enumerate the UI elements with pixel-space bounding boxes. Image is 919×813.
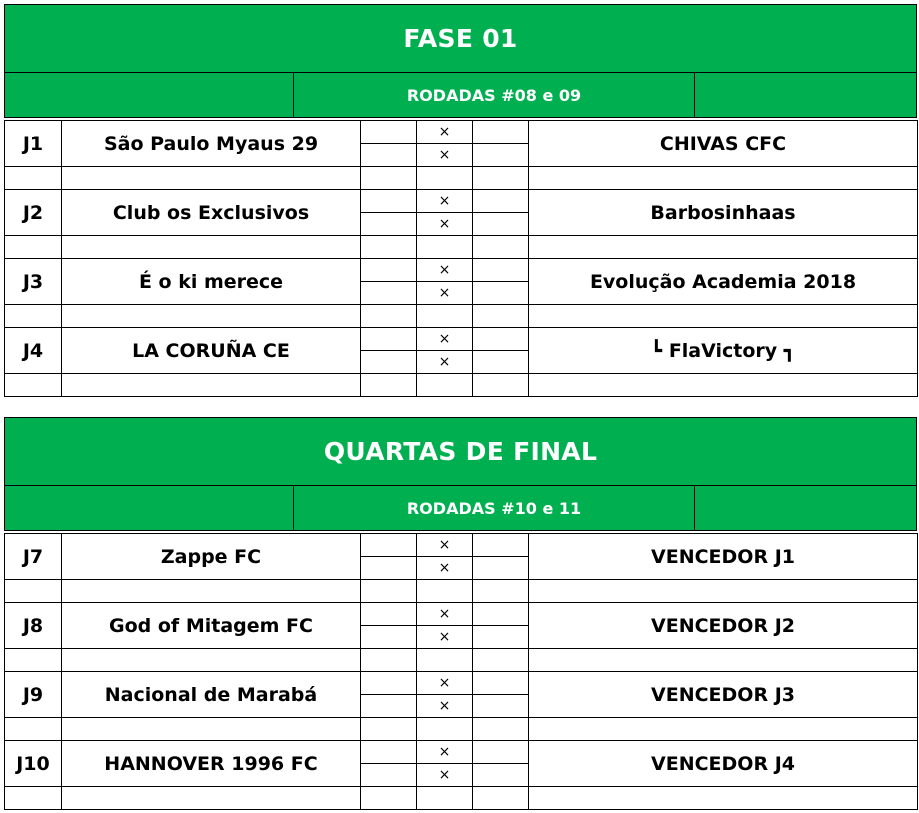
section-subtitle-row bbox=[4, 73, 917, 118]
home-score-cell[interactable] bbox=[361, 259, 417, 282]
away-team: VENCEDOR J3 bbox=[529, 672, 918, 718]
home-score-cell[interactable] bbox=[361, 351, 417, 374]
away-team: Evolução Academia 2018 bbox=[529, 259, 918, 305]
home-team: HANNOVER 1996 FC bbox=[62, 741, 361, 787]
score-separator: × bbox=[417, 695, 473, 718]
home-score-cell[interactable] bbox=[361, 328, 417, 351]
spacer-row bbox=[5, 167, 918, 190]
game-row-j10 bbox=[5, 741, 918, 764]
score-separator: × bbox=[417, 282, 473, 305]
home-score-cell[interactable] bbox=[361, 626, 417, 649]
spacer-row bbox=[5, 236, 918, 259]
home-score-cell[interactable] bbox=[361, 557, 417, 580]
away-score-cell[interactable] bbox=[473, 672, 529, 695]
home-score-cell[interactable] bbox=[361, 741, 417, 764]
home-score-cell[interactable] bbox=[361, 190, 417, 213]
spacer-row bbox=[5, 305, 918, 328]
away-score-cell[interactable] bbox=[473, 282, 529, 305]
game-row-j1 bbox=[5, 121, 918, 144]
spacer-row bbox=[5, 374, 918, 397]
score-separator: × bbox=[417, 190, 473, 213]
spacer-row bbox=[5, 580, 918, 603]
game-code: J4 bbox=[5, 328, 62, 374]
home-score-cell[interactable] bbox=[361, 534, 417, 557]
spacer-row bbox=[5, 718, 918, 741]
game-row-j2 bbox=[5, 190, 918, 213]
home-team: Nacional de Marabá bbox=[62, 672, 361, 718]
score-separator: × bbox=[417, 259, 473, 282]
away-score-cell[interactable] bbox=[473, 626, 529, 649]
away-score-cell[interactable] bbox=[473, 557, 529, 580]
home-team: God of Mitagem FC bbox=[62, 603, 361, 649]
score-separator: × bbox=[417, 328, 473, 351]
away-score-cell[interactable] bbox=[473, 259, 529, 282]
away-score-cell[interactable] bbox=[473, 351, 529, 374]
game-code: J7 bbox=[5, 534, 62, 580]
score-separator: × bbox=[417, 351, 473, 374]
away-score-cell[interactable] bbox=[473, 695, 529, 718]
home-score-cell[interactable] bbox=[361, 672, 417, 695]
subtitle-right-cell bbox=[695, 486, 916, 530]
away-team: VENCEDOR J4 bbox=[529, 741, 918, 787]
games-table bbox=[4, 533, 918, 810]
home-score-cell[interactable] bbox=[361, 695, 417, 718]
score-separator: × bbox=[417, 121, 473, 144]
away-score-cell[interactable] bbox=[473, 741, 529, 764]
score-separator: × bbox=[417, 672, 473, 695]
spacer-row bbox=[5, 787, 918, 810]
home-team: É o ki merece bbox=[62, 259, 361, 305]
home-team: Zappe FC bbox=[62, 534, 361, 580]
score-separator: × bbox=[417, 213, 473, 236]
section-subtitle: RODADAS #10 e 11 bbox=[294, 486, 695, 530]
section-subtitle-row bbox=[4, 486, 917, 531]
subtitle-left-cell bbox=[5, 73, 294, 117]
subtitle-left-cell bbox=[5, 486, 294, 530]
section-title: FASE 01 bbox=[4, 4, 917, 73]
score-separator: × bbox=[417, 764, 473, 787]
section-subtitle: RODADAS #08 e 09 bbox=[294, 73, 695, 117]
score-separator: × bbox=[417, 603, 473, 626]
home-team: Club os Exclusivos bbox=[62, 190, 361, 236]
home-score-cell[interactable] bbox=[361, 603, 417, 626]
home-score-cell[interactable] bbox=[361, 121, 417, 144]
score-separator: × bbox=[417, 557, 473, 580]
away-score-cell[interactable] bbox=[473, 603, 529, 626]
score-separator: × bbox=[417, 626, 473, 649]
game-code: J8 bbox=[5, 603, 62, 649]
game-row-j4 bbox=[5, 328, 918, 351]
score-separator: × bbox=[417, 534, 473, 557]
game-code: J10 bbox=[5, 741, 62, 787]
away-score-cell[interactable] bbox=[473, 144, 529, 167]
home-team: São Paulo Myaus 29 bbox=[62, 121, 361, 167]
away-team: VENCEDOR J1 bbox=[529, 534, 918, 580]
game-row-j7 bbox=[5, 534, 918, 557]
home-team: LA CORUÑA CE bbox=[62, 328, 361, 374]
game-code: J9 bbox=[5, 672, 62, 718]
section-title: QUARTAS DE FINAL bbox=[4, 417, 917, 486]
home-score-cell[interactable] bbox=[361, 144, 417, 167]
away-score-cell[interactable] bbox=[473, 121, 529, 144]
game-row-j9 bbox=[5, 672, 918, 695]
game-code: J1 bbox=[5, 121, 62, 167]
away-score-cell[interactable] bbox=[473, 328, 529, 351]
section-quartas-de-final bbox=[4, 417, 917, 810]
games-table bbox=[4, 120, 918, 397]
game-row-j3 bbox=[5, 259, 918, 282]
game-row-j8 bbox=[5, 603, 918, 626]
score-separator: × bbox=[417, 144, 473, 167]
away-score-cell[interactable] bbox=[473, 213, 529, 236]
subtitle-right-cell bbox=[695, 73, 916, 117]
away-score-cell[interactable] bbox=[473, 534, 529, 557]
home-score-cell[interactable] bbox=[361, 764, 417, 787]
game-code: J3 bbox=[5, 259, 62, 305]
away-team: Barbosinhaas bbox=[529, 190, 918, 236]
away-team: ┗ FlaVictory ┓ bbox=[529, 328, 918, 374]
section-fase-01 bbox=[4, 4, 917, 397]
away-team: VENCEDOR J2 bbox=[529, 603, 918, 649]
away-score-cell[interactable] bbox=[473, 190, 529, 213]
home-score-cell[interactable] bbox=[361, 213, 417, 236]
away-team: CHIVAS CFC bbox=[529, 121, 918, 167]
spacer-row bbox=[5, 649, 918, 672]
score-separator: × bbox=[417, 741, 473, 764]
away-score-cell[interactable] bbox=[473, 764, 529, 787]
home-score-cell[interactable] bbox=[361, 282, 417, 305]
game-code: J2 bbox=[5, 190, 62, 236]
